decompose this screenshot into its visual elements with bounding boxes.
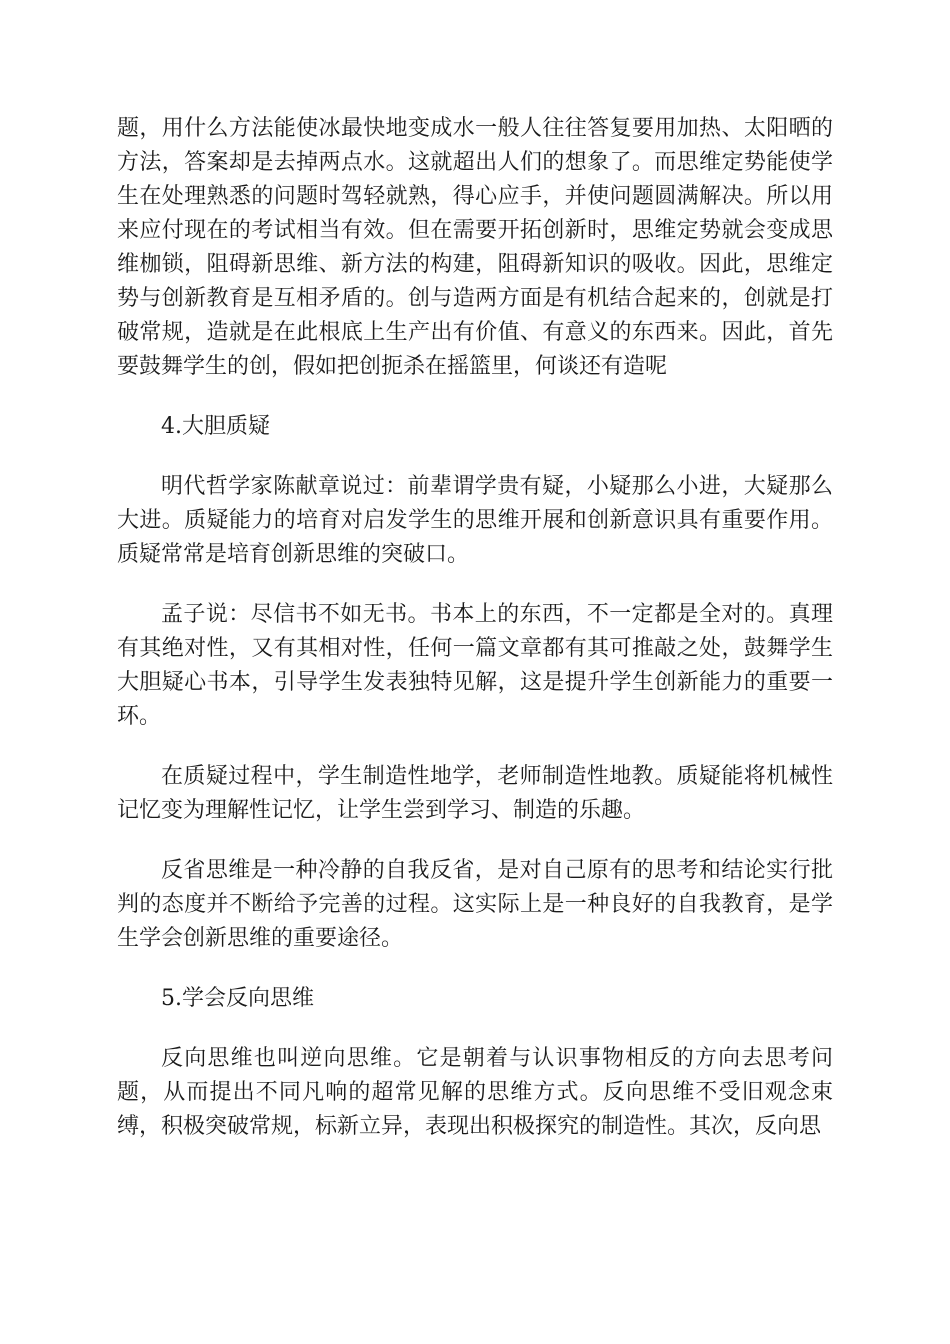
paragraph-reflective-thinking: 反省思维是一种冷静的自我反省，是对自己原有的思考和结论实行批判的态度并不断给予完善的过程。这实际上是一种良好的自我教育，是学生学会创新思维的重要途径。 [117,858,833,951]
section-heading-4: 4.大胆质疑 [161,414,270,439]
paragraph-reverse-thinking: 反向思维也叫逆向思维。它是朝着与认识事物相反的方向去思考问题，从而提出不同凡响的超常见解的思维方式。反向思维不受旧观念束缚，积极突破常规，标新立异，表现出积极探究的制造性。其次，反向思 [117,1046,833,1139]
paragraph-continued-intro: 题，用什么方法能使冰最快地变成水一般人往往答复要用加热、太阳晒的方法，答案却是去掉两点水。这就超出人们的想象了。而思维定势能使学生在处理熟悉的问题时驾轻就熟，得心应手，并使问题圆满解决。所以用来应付现在的考试相当有效。但在需要开拓创新时，思维定势就会变成思维枷锁，阻碍新思维、新方法的构建，阻碍新知识的吸收。因此，思维定势与创新教育是互相矛盾的。创与造两方面是有机结合起来的，创就是打破常规，造就是在此根底上生产出有价值、有意义的东西来。因此，首先要鼓舞学生的创，假如把创扼杀在摇篮里，何谈还有造呢 [117,116,833,379]
paragraph-chen-xianzhang: 明代哲学家陈献章说过：前辈谓学贵有疑，小疑那么小进，大疑那么大进。质疑能力的培育对启发学生的思维开展和创新意识具有重要作用。质疑常常是培育创新思维的突破口。 [117,474,833,567]
section-heading-5: 5.学会反向思维 [161,986,314,1011]
paragraph-questioning-process: 在质疑过程中，学生制造性地学，老师制造性地教。质疑能将机械性记忆变为理解性记忆，让学生尝到学习、制造的乐趣。 [117,764,833,823]
document-page [117,112,833,1144]
paragraph-mencius: 孟子说：尽信书不如无书。书本上的东西，不一定都是全对的。真理有其绝对性，又有其相对性，任何一篇文章都有其可推敲之处，鼓舞学生大胆疑心书本，引导学生发表独特见解，这是提升学生创新能力的重要一环。 [117,602,833,729]
